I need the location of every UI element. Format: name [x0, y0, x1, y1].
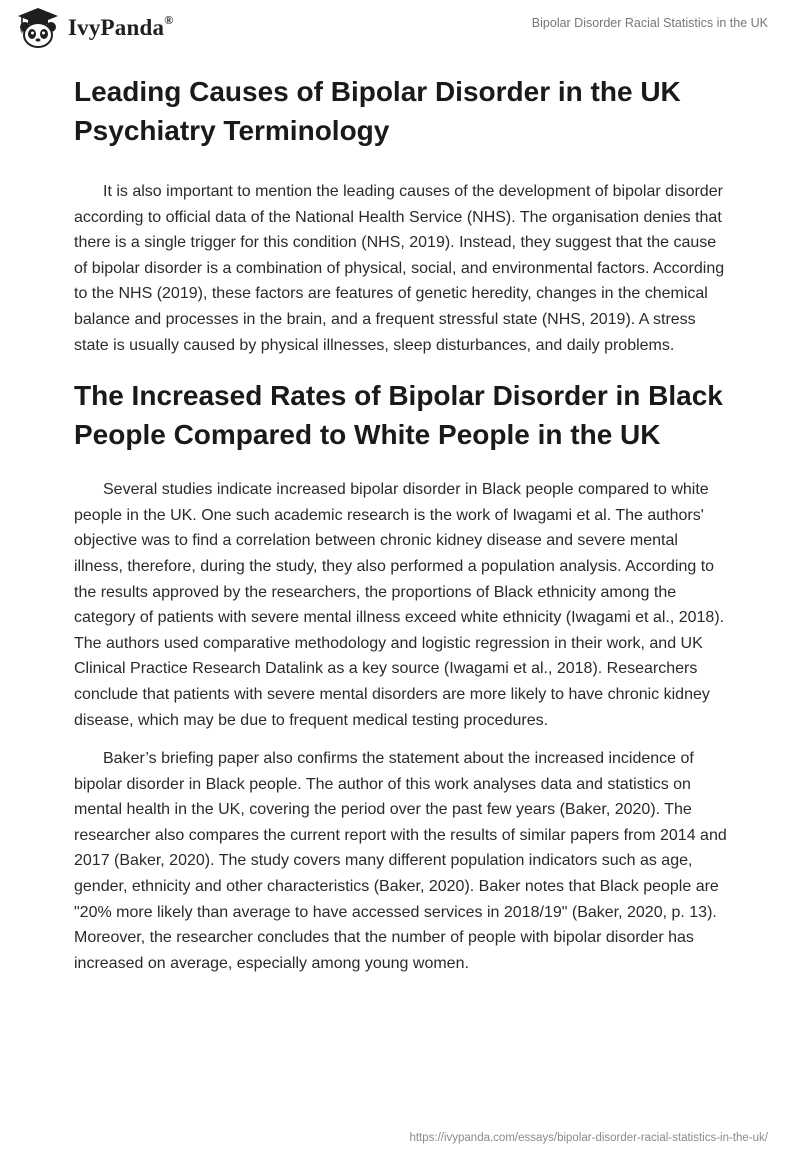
section-heading: Leading Causes of Bipolar Disorder in the UK Psychiatry Terminology [74, 76, 681, 146]
ivypanda-logo[interactable] [14, 6, 173, 50]
essay-content [74, 72, 730, 976]
section-heading: The Increased Rates of Bipolar Disorder in Black People Compared to White People in the UK [74, 380, 723, 451]
paragraph: Several studies indicate increased bipolar disorder in Black people compared to white people in the UK. One such academic research is the work of Iwagami et al. The authors' objective was to find a correlation between chronic kidney disease and severe mental illness, therefore, during the study, they also performed a population analysis. According to the results approved by the researchers, the proportions of Black ethnicity among the category of patients with severe mental illness exceed white ethnicity (Iwagami et al., 2018). The authors used comparative methodology and logistic regression in their work, and UK Clinical Practice Research Datalink as a key source (Iwagami et al., 2018). Researchers conclude that patients with severe mental disorders are more likely to have chronic kidney disease, which may be due to frequent medical testing procedures. [74, 481, 725, 729]
page-header [0, 0, 800, 60]
document-title: Bipolar Disorder Racial Statistics in the UK [531, 16, 768, 30]
paragraph: Baker’s briefing paper also confirms the statement about the increased incidence of bipolar disorder in Black people. The author of this work analyses data and statistics on mental health in the UK, covering the period over the past few years (Baker, 2020). The researcher also compares the current report with the results of similar papers from 2014 and 2017 (Baker, 2020). The study covers many different population indicators such as age, gender, ethnicity and other characteristics (Baker, 2020). Baker notes that Black people are "20% more likely than average to have accessed services in 2018/19" (Baker, 2020, p. 13). Moreover, the researcher concludes that the number of people with bipolar disorder has increased on average, especially among young women. [74, 750, 727, 972]
panda-mascot-icon [14, 6, 62, 50]
source-url-link[interactable]: https://ivypanda.com/essays/bipolar-disorder-racial-statistics-in-the-uk/ [409, 1132, 768, 1144]
brand-name: IvyPanda® [68, 13, 174, 40]
paragraph: It is also important to mention the leading causes of the development of bipolar disorder according to official data of the National Health Service (NHS). The organisation denies that there is a single trigger for this condition (NHS, 2019). Instead, they suggest that the cause of bipolar disorder is a combination of physical, social, and environmental factors. According to the NHS (2019), these factors are features of genetic heredity, changes in the chemical balance and processes in the brain, and a frequent stressful state (NHS, 2019). A stress state is usually caused by physical illnesses, sleep disturbances, and daily problems. [74, 183, 725, 354]
